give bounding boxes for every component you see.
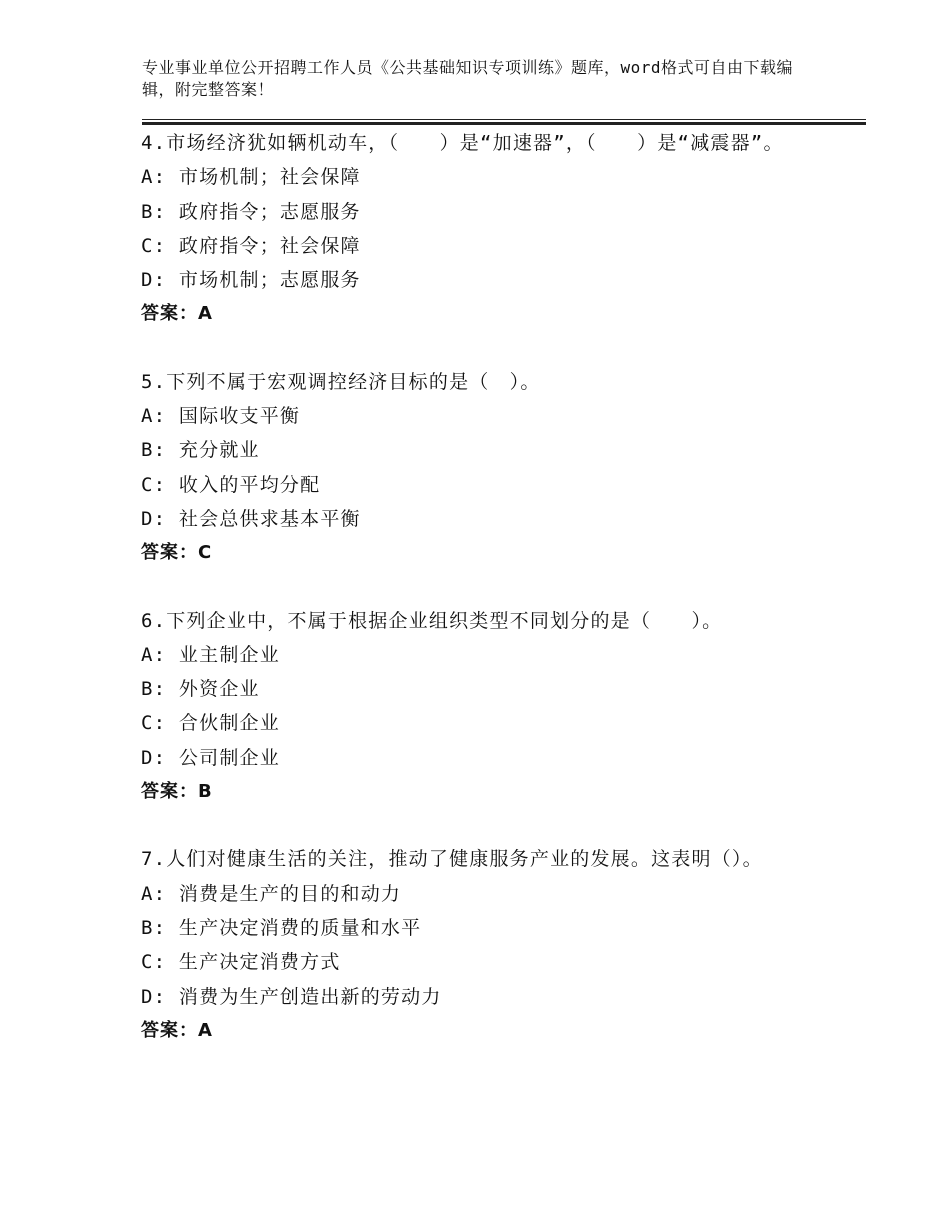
question-text: 市场经济犹如辆机动车，（ ）是“加速器”，（ ）是“减震器”。	[166, 132, 784, 154]
header-rule-thick	[142, 122, 866, 125]
question-7	[141, 842, 801, 1048]
option-b: B: 充分就业	[141, 439, 260, 462]
answer-label: 答案：	[141, 303, 198, 325]
question-text: 人们对健康生活的关注，推动了健康服务产业的发展。这表明（）。	[166, 848, 763, 871]
answer-line	[141, 1014, 801, 1048]
question-6	[141, 604, 801, 810]
option-d: D: 市场机制；志愿服务	[141, 269, 361, 292]
question-number: 4.	[141, 132, 167, 154]
answer-value: A	[198, 303, 213, 325]
question-number: 7.	[141, 848, 167, 871]
option-d: D: 社会总供求基本平衡	[141, 507, 361, 530]
option-d: D: 公司制企业	[141, 746, 280, 769]
question-number: 6.	[141, 609, 167, 632]
option-b: B: 外资企业	[141, 678, 260, 701]
answer-label: 答案：	[141, 1019, 198, 1041]
option-c: C: 生产决定消费方式	[141, 951, 341, 974]
document-header: 专业事业单位公开招聘工作人员《公共基础知识专项训练》题库，word格式可自由下载编辑，附完整答案！	[142, 58, 794, 99]
option-c: C: 合伙制企业	[141, 712, 280, 735]
answer-line	[141, 297, 801, 331]
answer-value: C	[198, 542, 213, 564]
header-rule-thin	[142, 119, 866, 120]
option-a: A: 消费是生产的目的和动力	[141, 882, 402, 905]
answer-label: 答案：	[141, 781, 198, 803]
option-b: B: 政府指令；志愿服务	[141, 200, 361, 223]
answer-value: A	[198, 1019, 213, 1041]
question-stem	[141, 365, 801, 399]
question-stem	[141, 126, 801, 160]
option-b: B: 生产决定消费的质量和水平	[141, 916, 422, 939]
question-5	[141, 365, 801, 571]
question-text: 下列企业中，不属于根据企业组织类型不同划分的是（ ）。	[166, 609, 723, 632]
question-text: 下列不属于宏观调控经济目标的是（ ）。	[166, 370, 541, 393]
answer-line	[141, 775, 801, 809]
answer-line	[141, 536, 801, 570]
option-c: C: 收入的平均分配	[141, 473, 321, 496]
option-c: C: 政府指令；社会保障	[141, 234, 361, 257]
option-a: A: 市场机制；社会保障	[141, 166, 361, 189]
option-d: D: 消费为生产创造出新的劳动力	[141, 985, 442, 1008]
answer-value: B	[198, 781, 213, 803]
question-stem	[141, 842, 801, 876]
question-number: 5.	[141, 370, 167, 393]
option-a: A: 业主制企业	[141, 643, 280, 666]
question-4	[141, 126, 801, 332]
option-a: A: 国际收支平衡	[141, 405, 301, 428]
question-stem	[141, 604, 801, 638]
question-list	[141, 126, 801, 1081]
answer-label: 答案：	[141, 542, 198, 564]
